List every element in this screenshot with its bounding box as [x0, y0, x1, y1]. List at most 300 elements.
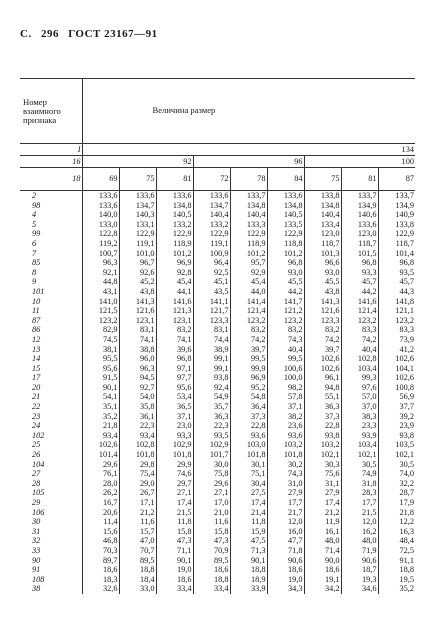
table-cell: 33,4: [156, 584, 193, 594]
table-cell: 21,8: [378, 508, 415, 518]
table-cell: 16,7: [82, 498, 119, 508]
row-number: 8: [32, 267, 37, 277]
group-header: 100: [304, 156, 415, 168]
table-cell: 70,7: [119, 546, 156, 556]
table-cell: 19,1: [304, 575, 341, 585]
table-cell: 31,0: [267, 479, 304, 489]
table-cell: 48,0: [341, 536, 378, 546]
table-cell: 38,8: [119, 345, 156, 355]
table-cell: 37,3: [304, 412, 341, 422]
table-cell: 96,9: [156, 258, 193, 268]
table-cell: 97,7: [156, 373, 193, 383]
table-cell: 121,2: [267, 306, 304, 316]
table-row: [20, 392, 415, 402]
table-cell: 121,1: [378, 306, 415, 316]
table-cell: 17,1: [119, 498, 156, 508]
table-cell: 71,1: [156, 546, 193, 556]
table-cell: 133,5: [267, 220, 304, 230]
table-cell: 71,8: [267, 546, 304, 556]
row-number: 9: [32, 277, 37, 287]
table-cell: 134,8: [230, 201, 267, 211]
table-cell: 74,3: [267, 469, 304, 479]
table-cell: 12,0: [341, 517, 378, 527]
row-number: 7: [32, 248, 37, 258]
table-cell: 123,2: [378, 316, 415, 326]
table-cell: 74,2: [230, 335, 267, 345]
table-cell: 18,8: [193, 575, 230, 585]
table-cell: 35,7: [193, 402, 230, 412]
table-cell: 18,8: [230, 565, 267, 575]
column-header: 81: [156, 168, 193, 191]
row-number: 32: [32, 536, 41, 546]
table-cell: 101,8: [267, 450, 304, 460]
table-cell: 37,7: [378, 402, 415, 412]
table-cell: 26,2: [82, 488, 119, 498]
table-cell: 118,7: [341, 239, 378, 249]
table-cell: 133,7: [230, 191, 267, 201]
table-cell: 103,2: [304, 440, 341, 450]
table-cell: 35,2: [82, 412, 119, 422]
table-cell: 94,8: [304, 383, 341, 393]
row-number: 10: [32, 296, 41, 306]
table-row: [20, 306, 415, 316]
table-cell: 27,9: [267, 488, 304, 498]
table-cell: 133,6: [267, 191, 304, 201]
table-cell: 99,5: [230, 354, 267, 364]
table-cell: 16,2: [341, 527, 378, 537]
table-cell: 103,4: [341, 364, 378, 374]
table-cell: 140,6: [341, 210, 378, 220]
table-cell: 95,6: [156, 383, 193, 393]
table-cell: 133,4: [304, 220, 341, 230]
table-cell: 39,7: [230, 345, 267, 355]
table-cell: 30,4: [230, 479, 267, 489]
table-row: [20, 345, 415, 355]
table-cell: 92,7: [119, 383, 156, 393]
group-header: 96: [193, 156, 304, 168]
table-cell: 89,5: [119, 556, 156, 566]
table-cell: 102,1: [378, 450, 415, 460]
table-cell: 11,8: [156, 517, 193, 527]
table-row: [20, 229, 415, 239]
row-number: 13: [32, 344, 41, 354]
table-cell: 141,1: [193, 297, 230, 307]
table-cell: 16,0: [267, 527, 304, 537]
table-row: [20, 536, 415, 546]
table-cell: 75,1: [230, 469, 267, 479]
row-number: 85: [32, 258, 41, 268]
table-cell: 94,5: [119, 373, 156, 383]
table-cell: 11,8: [230, 517, 267, 527]
table-cell: 102,8: [119, 440, 156, 450]
table-cell: 101,0: [119, 249, 156, 259]
table-cell: 70,3: [82, 546, 119, 556]
table-cell: 22,3: [193, 421, 230, 431]
table-cell: 103,5: [378, 440, 415, 450]
table-header: [20, 79, 415, 191]
table-cell: 134,8: [304, 201, 341, 211]
table-cell: 26,7: [119, 488, 156, 498]
table-cell: 118,9: [156, 239, 193, 249]
table-cell: 57,8: [267, 392, 304, 402]
table-cell: 11,6: [193, 517, 230, 527]
table-cell: 21,5: [341, 508, 378, 518]
table-cell: 122,9: [156, 229, 193, 239]
table-cell: 12,0: [267, 517, 304, 527]
table-cell: 19,0: [156, 565, 193, 575]
table-cell: 133,1: [119, 220, 156, 230]
table-cell: 38,1: [82, 345, 119, 355]
table-cell: 72,5: [378, 546, 415, 556]
table-row: [20, 527, 415, 537]
table-cell: 119,2: [82, 239, 119, 249]
table-cell: 57,0: [341, 392, 378, 402]
table-cell: 101,3: [304, 249, 341, 259]
row-number: 25: [32, 440, 41, 450]
table-cell: 45,5: [267, 277, 304, 287]
row-number: 20: [32, 382, 41, 392]
table-cell: 95,2: [230, 383, 267, 393]
table-cell: 93,9: [341, 431, 378, 441]
table-cell: 140,5: [156, 210, 193, 220]
table-cell: 96,4: [193, 258, 230, 268]
table-cell: 74,2: [341, 335, 378, 345]
table-cell: 133,8: [378, 220, 415, 230]
table-cell: 96,1: [304, 373, 341, 383]
table-cell: 93,3: [341, 268, 378, 278]
table-cell: 90,1: [82, 383, 119, 393]
table-cell: 44,1: [156, 287, 193, 297]
table-cell: 36,3: [304, 402, 341, 412]
table-cell: 74,1: [156, 335, 193, 345]
table-cell: 133,7: [378, 191, 415, 201]
table-cell: 121,5: [82, 306, 119, 316]
table-cell: 76,1: [82, 469, 119, 479]
table-cell: 43,1: [82, 287, 119, 297]
table-cell: 92,1: [82, 268, 119, 278]
table-cell: 96,7: [119, 258, 156, 268]
table-cell: 32,6: [82, 584, 119, 594]
row-number: 4: [32, 210, 37, 220]
table-cell: 21,4: [230, 508, 267, 518]
table-cell: 134,7: [193, 201, 230, 211]
row-number: 101: [32, 286, 45, 296]
table-cell: 37,0: [341, 402, 378, 412]
table-cell: 101,2: [230, 249, 267, 259]
row-16-label: 16: [20, 156, 82, 168]
table-cell: 27,9: [304, 488, 341, 498]
table-cell: 96,9: [230, 373, 267, 383]
table-cell: 103,0: [230, 440, 267, 450]
table-cell: 29,0: [119, 479, 156, 489]
table-cell: 133,7: [341, 191, 378, 201]
row-i-label: I: [20, 144, 82, 156]
table-cell: 123,0: [341, 229, 378, 239]
table-cell: 74,3: [267, 335, 304, 345]
table-cell: 102,6: [82, 440, 119, 450]
table-cell: 45,2: [119, 277, 156, 287]
table-row: [20, 383, 415, 393]
table-cell: 18,9: [230, 575, 267, 585]
table-cell: 93,0: [267, 268, 304, 278]
table-cell: 55,1: [304, 392, 341, 402]
table-cell: 47,0: [119, 536, 156, 546]
table-cell: 99,3: [341, 373, 378, 383]
table-body: [20, 191, 415, 594]
table-cell: 19,3: [341, 575, 378, 585]
table-row: [20, 469, 415, 479]
table-cell: 119,1: [193, 239, 230, 249]
column-header: 72: [193, 168, 230, 191]
table-cell: 15,8: [193, 527, 230, 537]
row-number: 23: [32, 411, 41, 421]
table-cell: 99,1: [193, 364, 230, 374]
table-cell: 133,2: [193, 220, 230, 230]
table-cell: 93,0: [304, 268, 341, 278]
group-header: 92: [82, 156, 193, 168]
table-cell: 102,9: [193, 440, 230, 450]
table-cell: 96,3: [119, 364, 156, 374]
table-cell: 15,9: [230, 527, 267, 537]
table-cell: 90,0: [304, 556, 341, 566]
table-cell: 34,3: [267, 584, 304, 594]
table-cell: 74,2: [304, 335, 341, 345]
table-cell: 18,3: [82, 575, 119, 585]
row-number: 30: [32, 517, 41, 527]
table-cell: 101,8: [119, 450, 156, 460]
table-cell: 121,6: [304, 306, 341, 316]
table-cell: 36,5: [156, 402, 193, 412]
table-cell: 123,2: [82, 316, 119, 326]
table-cell: 133,2: [156, 220, 193, 230]
table-cell: 122,9: [230, 229, 267, 239]
table-cell: 92,9: [230, 268, 267, 278]
table-cell: 133,8: [304, 191, 341, 201]
table-cell: 95,7: [230, 258, 267, 268]
table-cell: 18,6: [82, 565, 119, 575]
table-cell: 37,3: [230, 412, 267, 422]
table-row: [20, 287, 415, 297]
table-cell: 21,8: [82, 421, 119, 431]
table-cell: 93,8: [193, 373, 230, 383]
row-number: 99: [32, 229, 41, 239]
table-cell: 47,7: [267, 536, 304, 546]
table-row: [20, 431, 415, 441]
row-number: 28: [32, 478, 41, 488]
row-number: 38: [32, 584, 41, 594]
table-cell: 39,2: [378, 412, 415, 422]
table-cell: 123,2: [341, 316, 378, 326]
row-number: 5: [32, 219, 37, 229]
table-cell: 102,1: [304, 450, 341, 460]
table-cell: 15,7: [119, 527, 156, 537]
table-row: [20, 565, 415, 575]
table-cell: 45,1: [193, 277, 230, 287]
table-cell: 44,2: [341, 287, 378, 297]
table-cell: 18,4: [119, 575, 156, 585]
table-row: [20, 258, 415, 268]
table-cell: 101,4: [378, 249, 415, 259]
table-cell: 133,0: [82, 220, 119, 230]
table-cell: 118,7: [304, 239, 341, 249]
table-cell: 38,3: [341, 412, 378, 422]
table-cell: 92,5: [193, 268, 230, 278]
table-cell: 75,6: [304, 469, 341, 479]
table-cell: 90,6: [267, 556, 304, 566]
table-cell: 47,5: [230, 536, 267, 546]
table-cell: 134,7: [119, 201, 156, 211]
table-cell: 43,8: [304, 287, 341, 297]
table-row: [20, 402, 415, 412]
table-cell: 54,9: [193, 392, 230, 402]
row-number: 104: [32, 459, 45, 469]
table-cell: 45,4: [230, 277, 267, 287]
table-cell: 93,5: [378, 268, 415, 278]
table-cell: 35,1: [82, 402, 119, 412]
table-cell: 133,6: [82, 201, 119, 211]
table-cell: 35,8: [119, 402, 156, 412]
table-cell: 30,1: [230, 460, 267, 470]
row-number: 86: [32, 325, 41, 335]
table-cell: 54,8: [230, 392, 267, 402]
table-cell: 44,2: [267, 287, 304, 297]
table-cell: 22,8: [304, 421, 341, 431]
table-cell: 17,0: [193, 498, 230, 508]
table-cell: 32,2: [378, 479, 415, 489]
table-cell: 28,0: [82, 479, 119, 489]
table-cell: 100,8: [378, 383, 415, 393]
table-cell: 141,6: [156, 297, 193, 307]
table-row: [20, 460, 415, 470]
row-i-value: 134: [82, 144, 415, 156]
table-cell: 29,8: [119, 460, 156, 470]
table-cell: 92,4: [193, 383, 230, 393]
table-cell: 93,5: [193, 431, 230, 441]
table-cell: 40,4: [267, 345, 304, 355]
table-row: [20, 210, 415, 220]
table-cell: 17,4: [156, 498, 193, 508]
table-cell: 15,6: [82, 527, 119, 537]
table-cell: 18,6: [267, 565, 304, 575]
table-row: [20, 220, 415, 230]
table-cell: 90,1: [156, 556, 193, 566]
table-row: [20, 201, 415, 211]
table-cell: 93,4: [119, 431, 156, 441]
table-cell: 54,1: [82, 392, 119, 402]
table-cell: 92,8: [156, 268, 193, 278]
row-number: 102: [32, 430, 45, 440]
table-cell: 70,9: [193, 546, 230, 556]
table-cell: 21,0: [193, 508, 230, 518]
table-cell: 103,2: [267, 440, 304, 450]
table-cell: 102,9: [156, 440, 193, 450]
row-header-label: Номер взаимного признака: [20, 79, 82, 144]
table-row: [20, 364, 415, 374]
table-cell: 123,1: [156, 316, 193, 326]
table-cell: 134,8: [156, 201, 193, 211]
table-cell: 133,6: [119, 191, 156, 201]
table-cell: 31,1: [304, 479, 341, 489]
row-number: 6: [32, 238, 37, 248]
table-row: [20, 575, 415, 585]
table-row: [20, 297, 415, 307]
table-cell: 99,1: [193, 354, 230, 364]
table-cell: 27,1: [193, 488, 230, 498]
table-cell: 93,8: [378, 431, 415, 441]
row-number: 29: [32, 498, 41, 507]
row-number: 106: [32, 507, 45, 517]
table-cell: 122,8: [82, 229, 119, 239]
table-row: [20, 508, 415, 518]
table-cell: 100,7: [82, 249, 119, 259]
table-cell: 37,1: [267, 402, 304, 412]
table-cell: 102,6: [304, 354, 341, 364]
table-cell: 133,6: [82, 191, 119, 201]
table-cell: 140,4: [193, 210, 230, 220]
table-cell: 101,7: [193, 450, 230, 460]
table-cell: 29,7: [156, 479, 193, 489]
table-cell: 83,1: [119, 325, 156, 335]
table-cell: 96,3: [82, 258, 119, 268]
table-row: [20, 517, 415, 527]
page-prefix: С.: [20, 28, 32, 40]
table-cell: 93,6: [230, 431, 267, 441]
table-cell: 43,8: [119, 287, 156, 297]
table-cell: 36,1: [119, 412, 156, 422]
table-cell: 16,3: [378, 527, 415, 537]
table-cell: 47,3: [156, 536, 193, 546]
table-row: [20, 325, 415, 335]
table-cell: 21,2: [119, 508, 156, 518]
table-cell: 121,6: [119, 306, 156, 316]
table-row: [20, 277, 415, 287]
table-row: [20, 373, 415, 383]
table-cell: 118,8: [267, 239, 304, 249]
table-cell: 133,6: [156, 191, 193, 201]
table-row: [20, 584, 415, 594]
table-cell: 90,1: [230, 556, 267, 566]
table-cell: 133,3: [230, 220, 267, 230]
table-cell: 99,9: [230, 364, 267, 374]
table-row: [20, 316, 415, 326]
table-cell: 102,8: [341, 354, 378, 364]
table-cell: 71,3: [230, 546, 267, 556]
table-cell: 123,0: [304, 229, 341, 239]
table-cell: 141,3: [304, 297, 341, 307]
table-cell: 74,5: [82, 335, 119, 345]
table-cell: 15,8: [156, 527, 193, 537]
table-cell: 18,8: [378, 565, 415, 575]
table-cell: 95,5: [82, 354, 119, 364]
table-cell: 102,6: [304, 364, 341, 374]
table-cell: 83,3: [378, 325, 415, 335]
table-cell: 53,4: [156, 392, 193, 402]
table-cell: 82,9: [82, 325, 119, 335]
table-cell: 43,5: [193, 287, 230, 297]
table-cell: 22,8: [230, 421, 267, 431]
table-cell: 17,7: [267, 498, 304, 508]
table-cell: 44,8: [82, 277, 119, 287]
table-cell: 93,3: [156, 431, 193, 441]
table-cell: 73,9: [378, 335, 415, 345]
table-row: [20, 450, 415, 460]
table-cell: 11,9: [304, 517, 341, 527]
table-cell: 41,2: [378, 345, 415, 355]
table-cell: 102,1: [341, 450, 378, 460]
table-cell: 20,6: [82, 508, 119, 518]
table-row: [20, 335, 415, 345]
table-cell: 36,4: [230, 402, 267, 412]
